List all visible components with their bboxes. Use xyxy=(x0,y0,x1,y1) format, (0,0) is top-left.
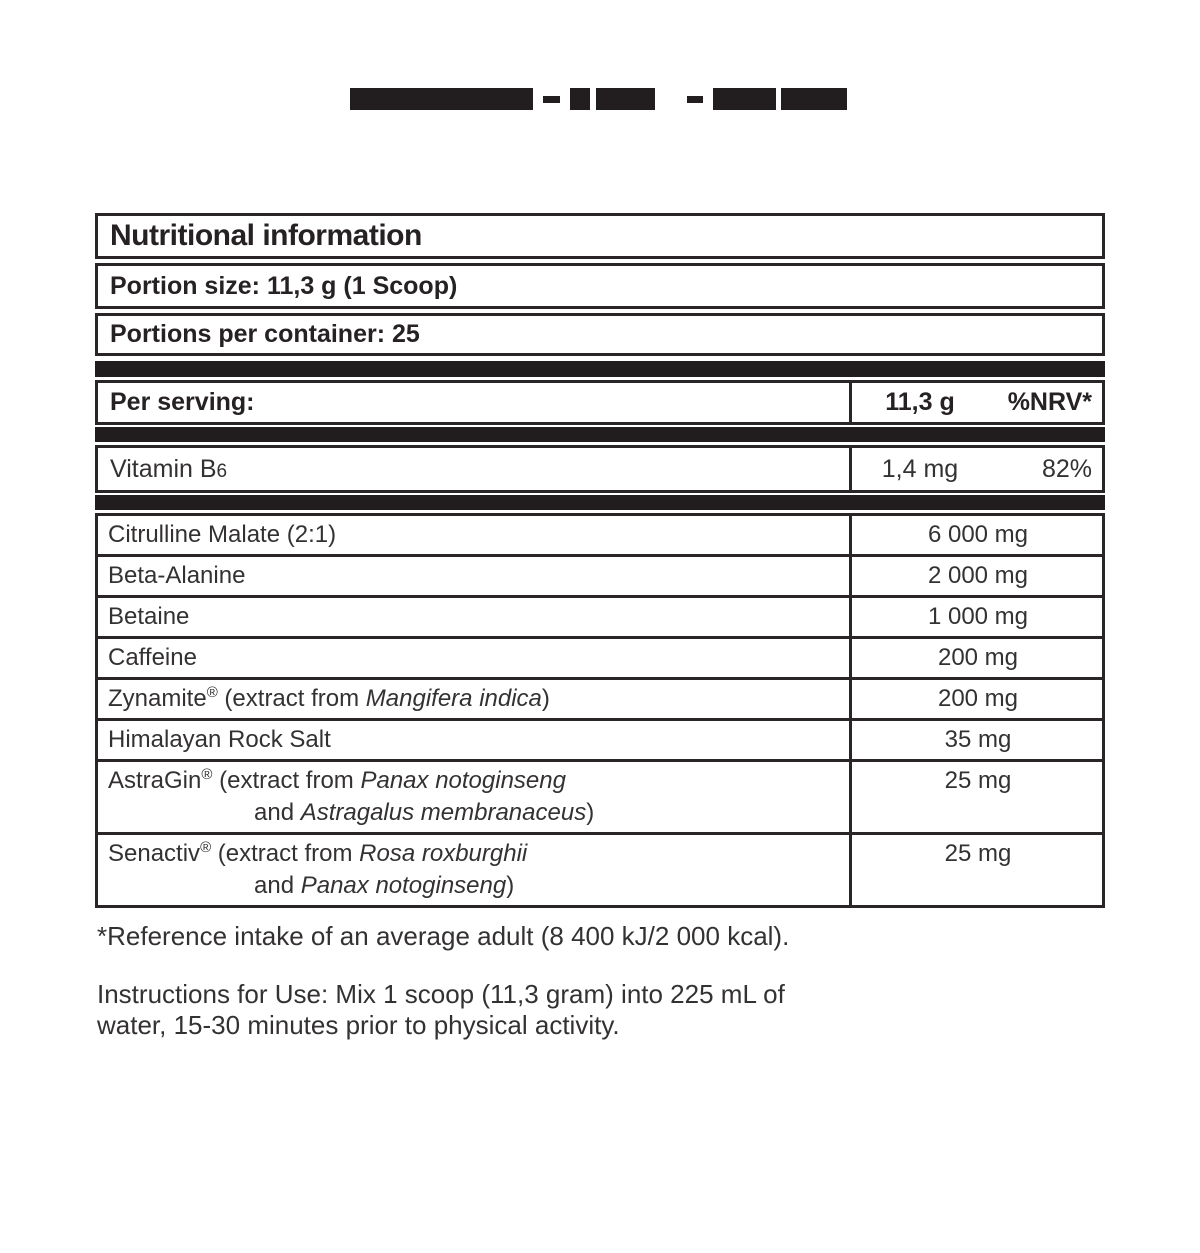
ingredient-name: Betaine xyxy=(108,603,190,630)
per-serving-label: Per serving: xyxy=(110,388,255,416)
ingredient-row xyxy=(97,515,1104,556)
latin-name: Astragalus membranaceus xyxy=(300,799,587,826)
ingredient-row xyxy=(97,679,1104,720)
ingredient-name: Himalayan Rock Salt xyxy=(108,726,331,753)
ingredient-desc-line2 xyxy=(108,871,841,900)
divider-bar xyxy=(95,427,1105,442)
vitamin-b6-row xyxy=(95,445,1105,493)
ingredient-amount: 2 000 mg xyxy=(927,562,1029,589)
ingredient-name-cell xyxy=(97,597,851,638)
ingredient-amount-cell xyxy=(851,638,1104,679)
vitamin-b6-name xyxy=(98,455,849,484)
instructions-for-use xyxy=(97,979,785,1041)
per-serving-values xyxy=(849,383,1102,422)
banner-dash xyxy=(543,96,560,103)
ingredient-desc: ) xyxy=(541,685,550,712)
ingredient-amount-cell xyxy=(851,834,1104,907)
vitamin-b6-nrv: 82% xyxy=(1041,454,1092,483)
ingredient-amount: 35 mg xyxy=(944,726,1012,753)
ingredient-name-cell xyxy=(97,720,851,761)
portion-size-row xyxy=(95,263,1105,309)
latin-name: Mangifera indica xyxy=(365,685,542,712)
ingredient-amount-cell xyxy=(851,679,1104,720)
ingredient-row xyxy=(97,834,1104,907)
ingredient-name: Beta-Alanine xyxy=(108,562,246,589)
ingredient-name: AstraGin xyxy=(108,767,202,794)
vitamin-b6-subscript: 6 xyxy=(216,460,228,482)
instructions-line: Instructions for Use: Mix 1 scoop (11,3 gram) into 225 mL of xyxy=(97,979,785,1009)
vitamin-b6-name-text: Vitamin B xyxy=(110,454,217,483)
ingredient-desc: ) xyxy=(506,872,515,899)
ingredient-name: Senactiv xyxy=(108,840,201,867)
ingredient-desc: (extract from xyxy=(212,767,361,794)
ingredient-name-cell xyxy=(97,515,851,556)
ingredient-desc: (extract from xyxy=(217,685,366,712)
banner-text-block xyxy=(570,88,590,110)
ingredient-desc: (extract from xyxy=(211,840,360,867)
portions-per-container-row xyxy=(95,313,1105,356)
reference-intake-footnote: *Reference intake of an average adult (8 400 kJ/2 000 kcal). xyxy=(97,921,790,951)
divider-bar xyxy=(95,495,1105,510)
ingredient-amount: 200 mg xyxy=(937,685,1019,712)
ingredient-name: Zynamite xyxy=(108,685,207,712)
ingredient-name-cell xyxy=(97,679,851,720)
vitamin-b6-amount: 1,4 mg xyxy=(881,454,959,483)
ingredient-name-cell xyxy=(97,761,851,834)
latin-name: Panax notoginseng xyxy=(300,872,507,899)
ingredient-name: Caffeine xyxy=(108,644,197,671)
ingredient-row xyxy=(97,556,1104,597)
ingredient-desc: and xyxy=(254,872,301,899)
ingredient-name-cell xyxy=(97,556,851,597)
vitamin-b6-values xyxy=(849,448,1102,490)
portions-per-container-text: Portions per container: 25 xyxy=(110,320,420,348)
latin-name: Panax notoginseng xyxy=(360,767,566,794)
ingredient-amount: 25 mg xyxy=(944,840,1012,867)
ingredient-desc: and xyxy=(254,799,301,826)
nutrition-facts-panel xyxy=(95,213,1105,908)
ingredient-name-cell xyxy=(97,834,851,907)
ingredient-amount: 1 000 mg xyxy=(927,603,1029,630)
ingredient-desc-line2 xyxy=(108,798,841,827)
ingredient-row xyxy=(97,720,1104,761)
ingredient-row xyxy=(97,761,1104,834)
ingredient-amount-cell xyxy=(851,515,1104,556)
ingredient-desc: ) xyxy=(586,799,595,826)
panel-title-row xyxy=(95,213,1105,259)
per-serving-header-row xyxy=(95,380,1105,425)
registered-trademark-symbol: ® xyxy=(200,839,212,856)
ingredient-amount: 6 000 mg xyxy=(927,521,1029,548)
ingredients-table xyxy=(95,513,1105,908)
registered-trademark-symbol: ® xyxy=(201,766,213,783)
registered-trademark-symbol: ® xyxy=(206,684,218,701)
amount-column-header: 11,3 g xyxy=(885,388,955,416)
ingredient-name-cell xyxy=(97,638,851,679)
ingredient-amount: 25 mg xyxy=(944,767,1012,794)
banner-text-block xyxy=(713,88,776,110)
banner-dash xyxy=(687,96,703,103)
product-title-banner xyxy=(350,88,850,110)
divider-bar xyxy=(95,361,1105,377)
banner-text-block xyxy=(596,88,655,110)
ingredient-amount: 200 mg xyxy=(937,644,1019,671)
ingredient-amount-cell xyxy=(851,720,1104,761)
ingredient-row xyxy=(97,638,1104,679)
banner-text-block xyxy=(781,88,847,110)
ingredient-amount-cell xyxy=(851,761,1104,834)
ingredient-name: Citrulline Malate (2:1) xyxy=(108,521,337,548)
ingredient-row xyxy=(97,597,1104,638)
portion-size-text: Portion size: 11,3 g (1 Scoop) xyxy=(110,271,458,300)
banner-text-block xyxy=(350,88,533,110)
nrv-column-header: %NRV* xyxy=(1007,388,1092,416)
ingredient-amount-cell xyxy=(851,556,1104,597)
latin-name: Rosa roxburghii xyxy=(359,840,528,867)
instructions-line: water, 15-30 minutes prior to physical activity. xyxy=(97,1010,620,1040)
panel-title: Nutritional information xyxy=(110,219,422,252)
ingredient-amount-cell xyxy=(851,597,1104,638)
